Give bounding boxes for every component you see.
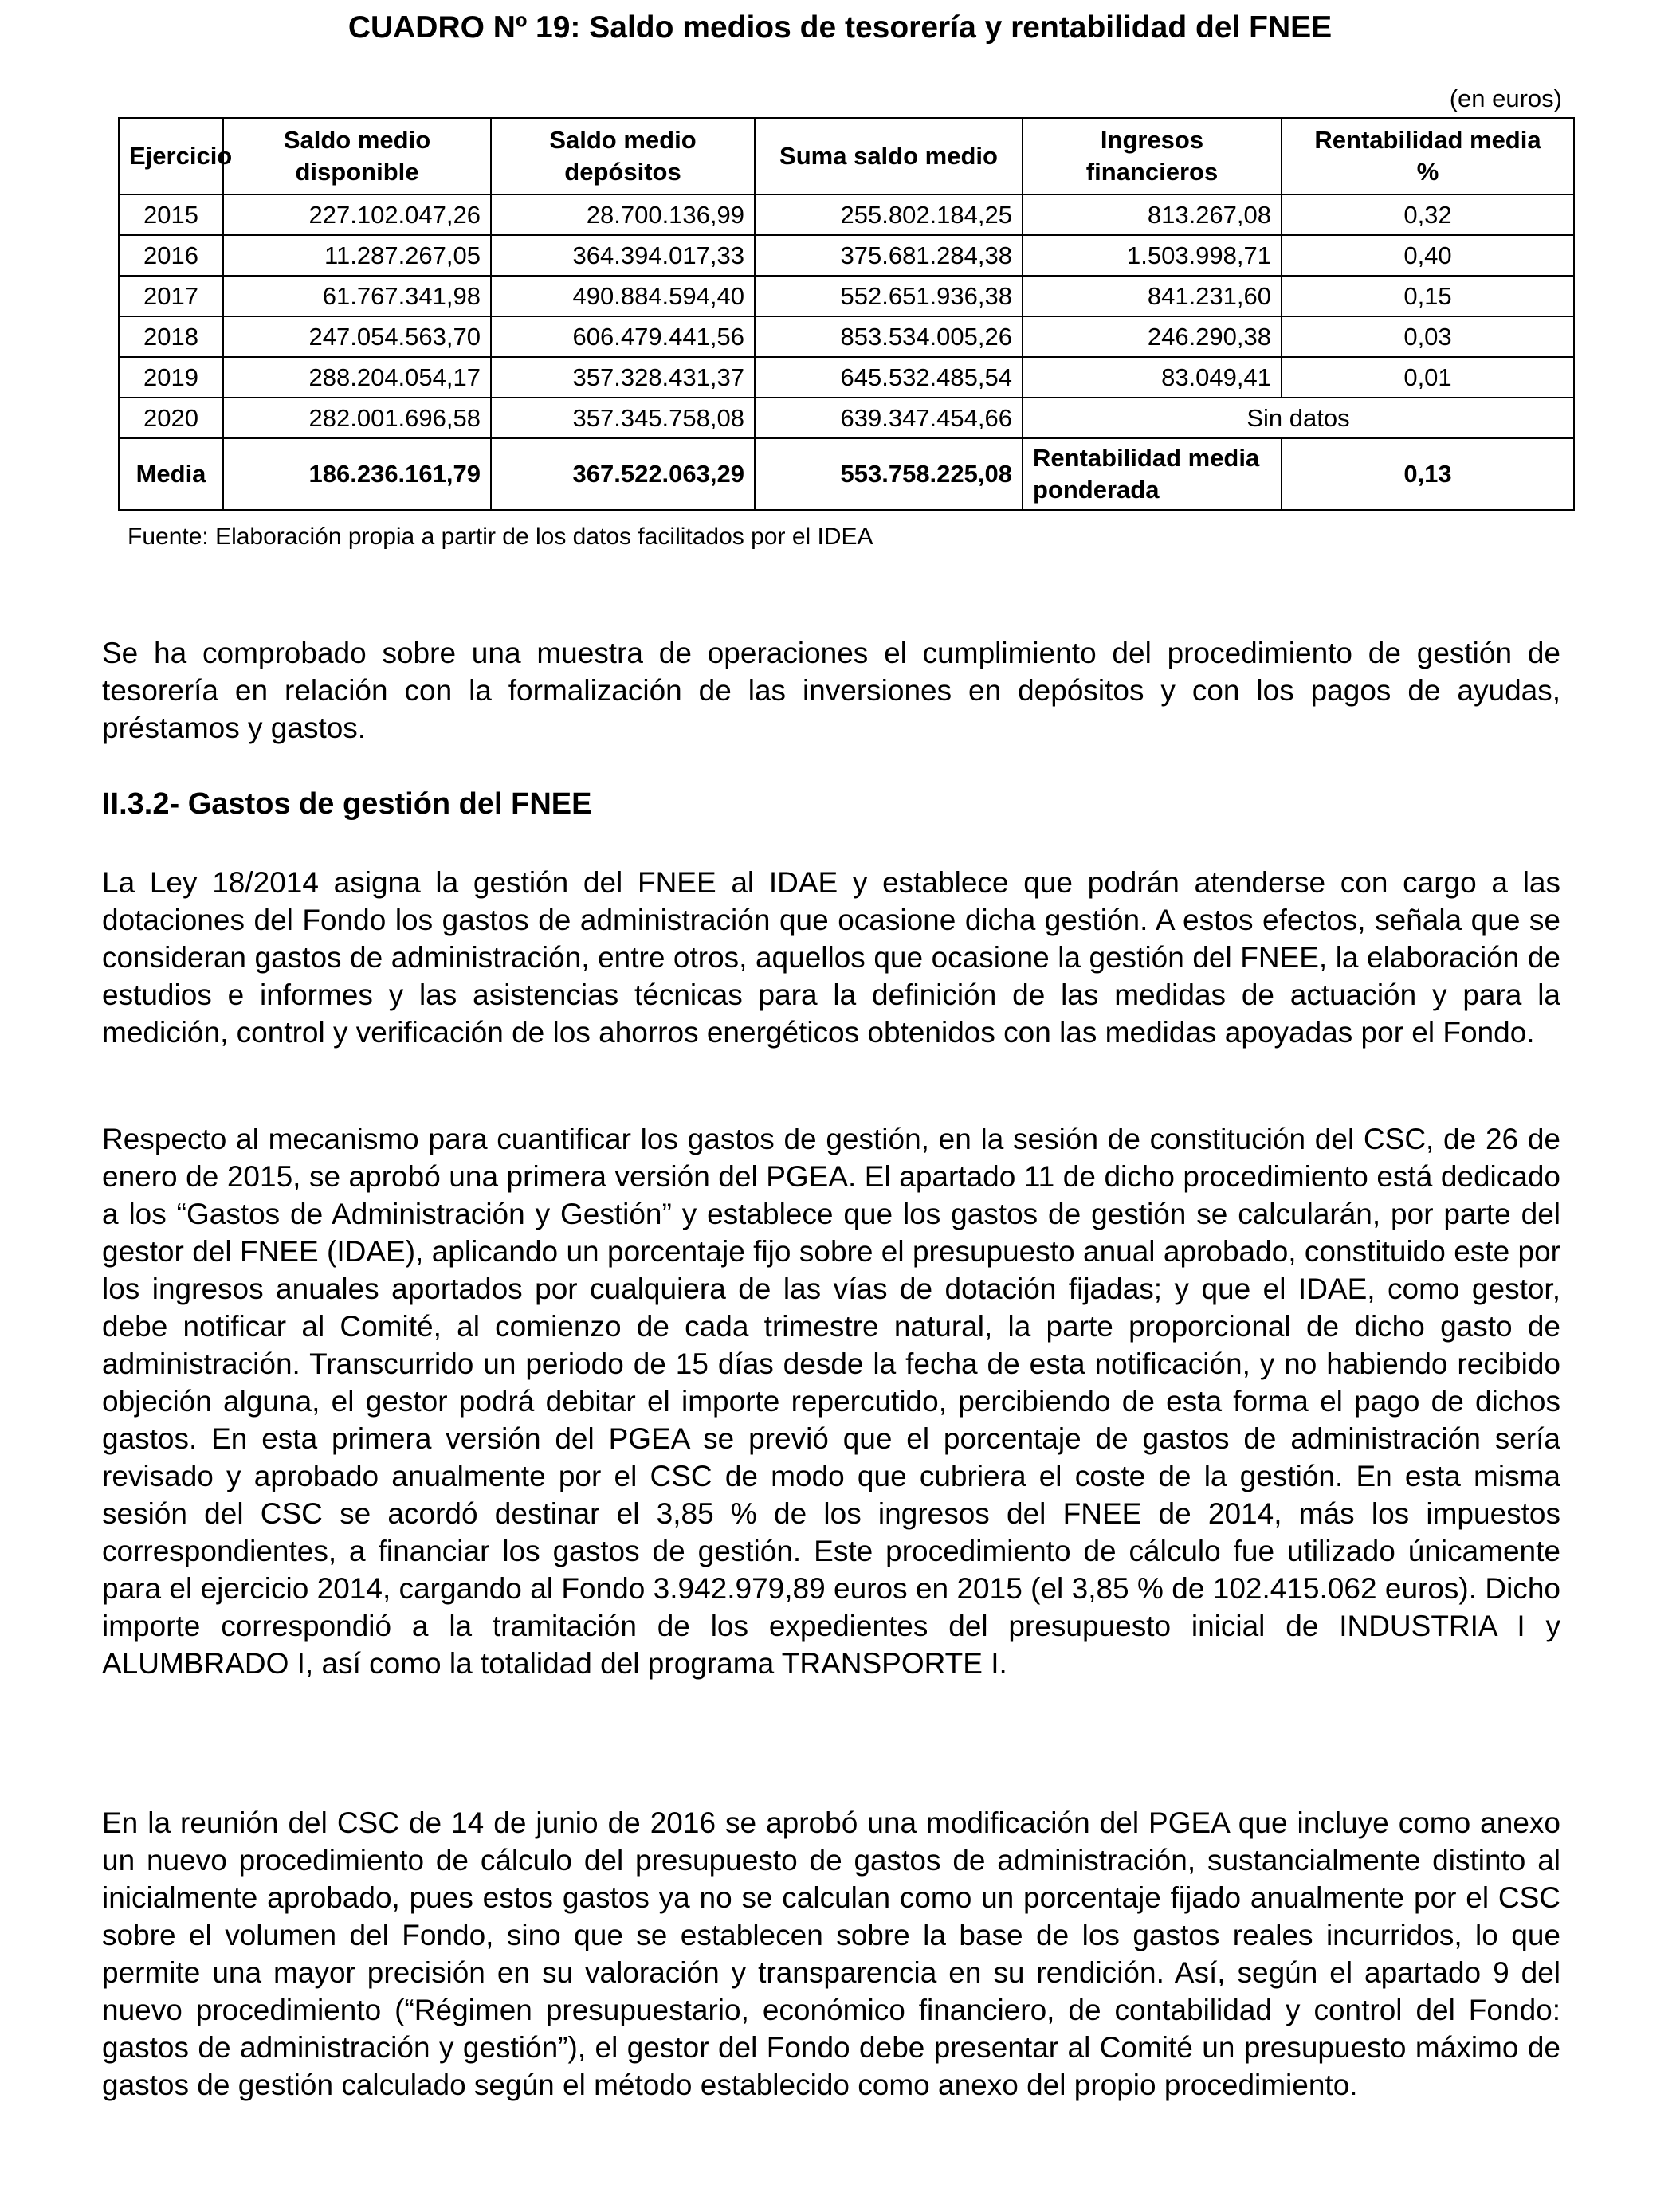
table-row [119,194,1574,235]
header-income: Ingresos financieros [1023,118,1282,194]
cell-weighted-value: 0,13 [1282,438,1574,510]
units-note: (en euros) [1449,84,1562,112]
cell-no-data: Sin datos [1023,398,1574,438]
cell-year: 2019 [119,357,223,398]
table-source: Fuente: Elaboración propia a partir de los datos facilitados por el IDEA [128,524,873,550]
cell-yield: 0,01 [1282,357,1574,398]
table-row [119,316,1574,357]
cell-deposits: 364.394.017,33 [491,235,755,276]
cell-year: 2017 [119,276,223,316]
cell-deposits: 490.884.594,40 [491,276,755,316]
table-title: CUADRO Nº 19: Saldo medios de tesorería y rentabilidad del FNEE [347,10,1333,45]
table-header-row [119,118,1574,194]
cell-available: 61.767.341,98 [223,276,491,316]
header-available: Saldo medio disponible [223,118,491,194]
paragraph-mechanism: Respecto al mecanismo para cuantificar los gastos de gestión, en la sesión de constitución del CSC, de 26 de enero de 2015, se aprobó una primera versión del PGEA. El apartado 11 de dicho procedimiento está dedicado a los “Gastos de Administración y Gestión” y establece que los gastos de gestión se calcularán, por parte del gestor del FNEE (IDAE), aplicando un porcentaje fijo sobre el presupuesto anual aprobado, constituido este por los ingresos anuales aportados por cualquiera de las vías de dotación fijadas; y que el IDAE, como gestor, debe notificar al Comité, al comienzo de cada trimestre natural, la parte proporcional de dicho gasto de administración. Transcurrido un periodo de 15 días desde la fecha de esta notificación, y no habiendo recibido objeción alguna, el gestor podrá debitar el importe repercutido, percibiendo de esta forma el pago de dichos gastos. En esta primera versión del PGEA se previó que el porcentaje de gastos de administración sería revisado y aprobado anualmente por el CSC de modo que cubriera el coste de la gestión. En esta misma sesión del CSC se acordó destinar el 3,85 % de los ingresos del FNEE de 2014, más los impuestos correspondientes, a financiar los gastos de gestión. Este procedimiento de cálculo fue utilizado únicamente para el ejercicio 2014, cargando al Fondo 3.942.979,89 euros en 2015 (el 3,85 % de 102.415.062 euros). Dicho importe correspondió a la tramitación de los expedientes del presupuesto inicial de INDUSTRIA I y ALUMBRADO I, así como la totalidad del programa TRANSPORTE I. [102,1123,1560,1680]
cell-average-sum: 553.758.225,08 [755,438,1023,510]
table-row [119,235,1574,276]
cell-deposits: 357.345.758,08 [491,398,755,438]
cell-sum: 639.347.454,66 [755,398,1023,438]
cell-yield: 0,15 [1282,276,1574,316]
cell-sum: 645.532.485,54 [755,357,1023,398]
cell-available: 227.102.047,26 [223,194,491,235]
cell-available: 288.204.054,17 [223,357,491,398]
header-deposits: Saldo medio depósitos [491,118,755,194]
cell-sum: 552.651.936,38 [755,276,1023,316]
average-row [119,438,1574,510]
header-sum: Suma saldo medio [755,118,1023,194]
cell-deposits: 357.328.431,37 [491,357,755,398]
cell-income: 813.267,08 [1023,194,1282,235]
cell-sum: 255.802.184,25 [755,194,1023,235]
cell-average-available: 186.236.161,79 [223,438,491,510]
cell-available: 247.054.563,70 [223,316,491,357]
table-row [119,357,1574,398]
cell-income: 841.231,60 [1023,276,1282,316]
cell-deposits: 606.479.441,56 [491,316,755,357]
cell-available: 11.287.267,05 [223,235,491,276]
cell-weighted-label: Rentabilidad media ponderada [1023,438,1282,510]
paragraph-modification: En la reunión del CSC de 14 de junio de 2016 se aprobó una modificación del PGEA que incluye como anexo un nuevo procedimiento de cálculo del presupuesto de gastos de administración, sustancialmente distinto al inicialmente aprobado, pues estos gastos ya no se calculan como un porcentaje fijado anualmente por el CSC sobre el volumen del Fondo, sino que se establecen sobre la base de los gastos reales incurridos, lo que permite una mayor precisión en su valoración y transparencia en su rendición. Así, según el apartado 9 del nuevo procedimiento (“Régimen presupuestario, económico financiero, de contabilidad y control del Fondo: gastos de administración y gestión”), el gestor del Fondo debe presentar al Comité un presupuesto máximo de gastos de gestión calculado según el método establecido como anexo del propio procedimiento. [102,1806,1560,2101]
cell-yield: 0,40 [1282,235,1574,276]
cell-average-deposits: 367.522.063,29 [491,438,755,510]
cell-income: 1.503.998,71 [1023,235,1282,276]
header-yield: Rentabilidad media % [1282,118,1574,194]
cell-yield: 0,03 [1282,316,1574,357]
paragraph-treasury-check: Se ha comprobado sobre una muestra de operaciones el cumplimiento del procedimiento de gestión de tesorería en relación con la formalización de las inversiones en depósitos y con los pagos de ayudas, préstamos y gastos. [102,637,1560,744]
cell-deposits: 28.700.136,99 [491,194,755,235]
cell-sum: 375.681.284,38 [755,235,1023,276]
cell-yield: 0,32 [1282,194,1574,235]
table-row [119,398,1574,438]
cell-available: 282.001.696,58 [223,398,491,438]
cell-income: 246.290,38 [1023,316,1282,357]
header-year: Ejercicio [119,118,223,194]
cell-sum: 853.534.005,26 [755,316,1023,357]
section-heading: II.3.2- Gastos de gestión del FNEE [102,787,592,821]
cell-average-label: Media [119,438,223,510]
table-row [119,276,1574,316]
treasury-table [118,117,1575,511]
cell-income: 83.049,41 [1023,357,1282,398]
paragraph-law: La Ley 18/2014 asigna la gestión del FNEE al IDAE y establece que podrán atenderse con cargo a las dotaciones del Fondo los gastos de administración que ocasione dicha gestión. A estos efectos, señala que se consideran gastos de administración, entre otros, aquellos que ocasione la gestión del FNEE, la elaboración de estudios e informes y las asistencias técnicas para la definición de las medidas de actuación y para la medición, control y verificación de los ahorros energéticos obtenidos con las medidas apoyadas por el Fondo. [102,866,1560,1049]
cell-year: 2020 [119,398,223,438]
cell-year: 2016 [119,235,223,276]
cell-year: 2018 [119,316,223,357]
cell-year: 2015 [119,194,223,235]
